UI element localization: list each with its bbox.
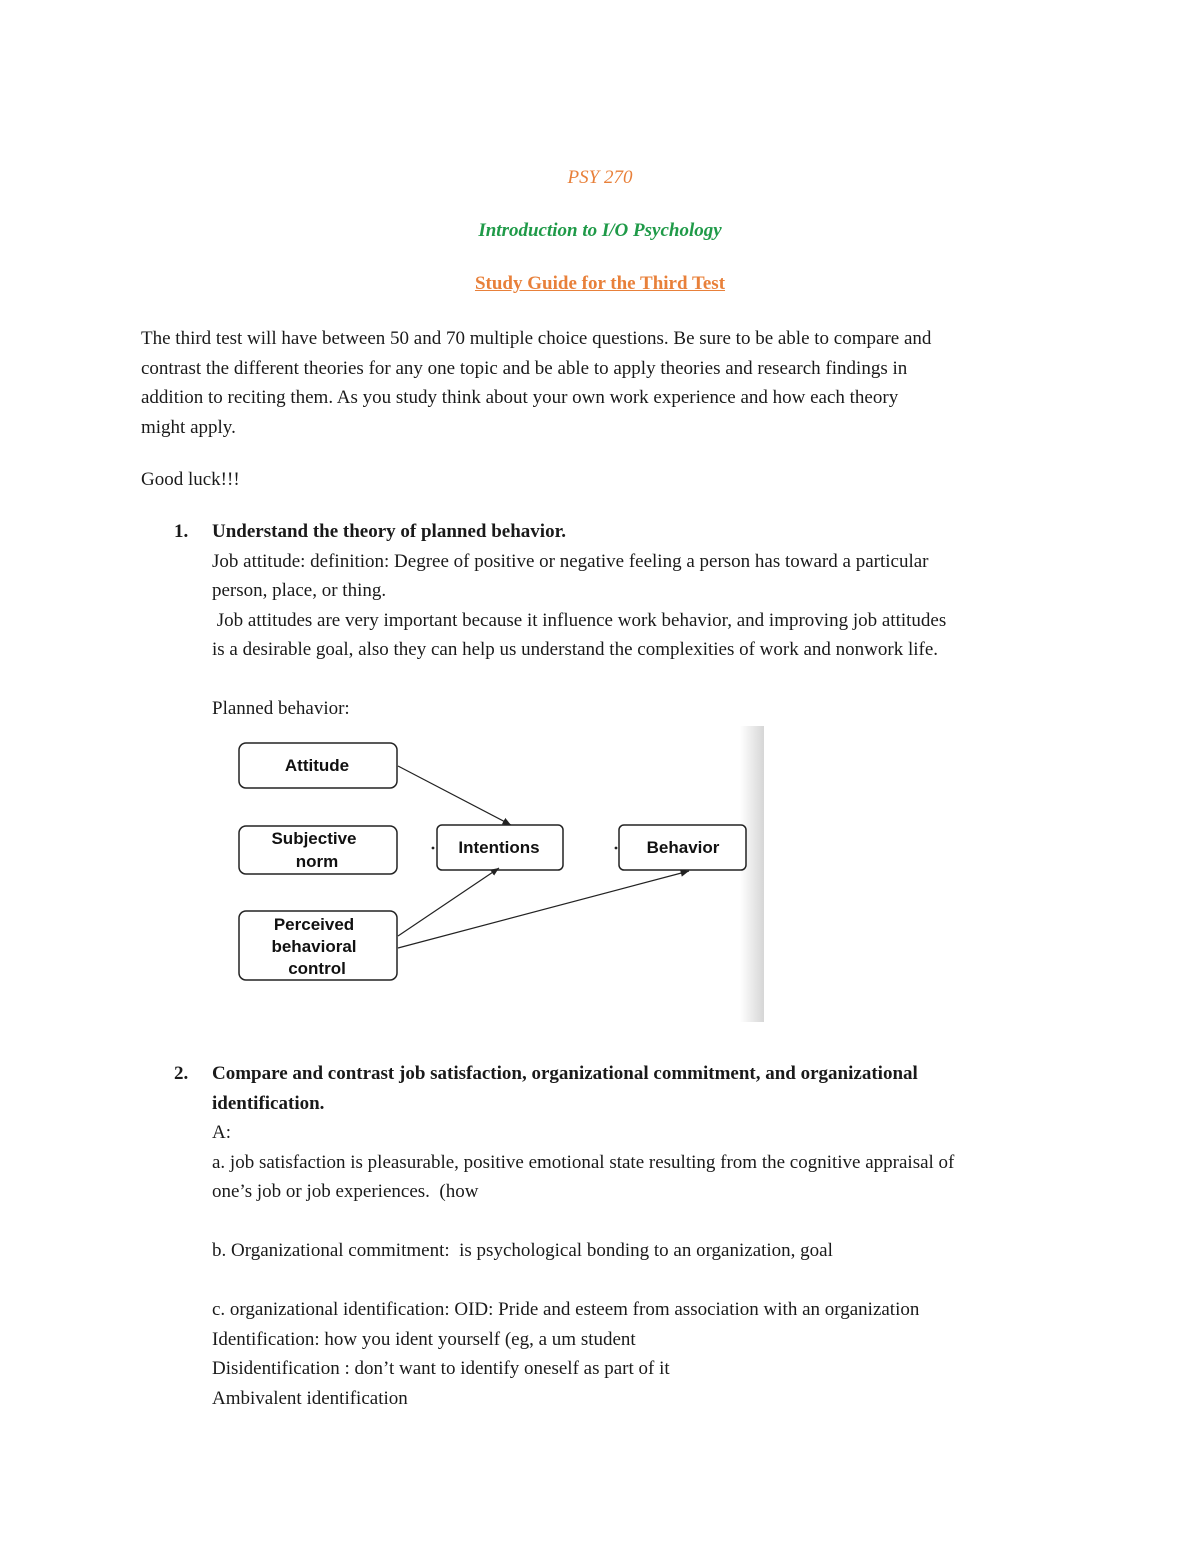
- intentions-node: [437, 825, 563, 870]
- answer-c-line: Ambivalent identification: [212, 1387, 408, 1409]
- connector-dot: [615, 847, 618, 850]
- section-2-heading: identification.: [212, 1092, 325, 1114]
- section-1-line: Job attitude: definition: Degree of positive or negative feeling a person has toward a particular: [212, 550, 929, 572]
- subjective-norm-label: norm: [295, 852, 339, 871]
- section-2: [212, 1059, 1072, 1413]
- arrow-control-to-behavior: [398, 871, 689, 948]
- perceived-behavioral-control-node: [239, 911, 397, 980]
- answer-c-line: Disidentification : don’t want to identify oneself as part of it: [212, 1358, 670, 1379]
- intro-paragraph: [141, 324, 1061, 442]
- answer-a-line: a. job satisfaction is pleasurable, positive emotional state resulting from the cognitive appraisal of: [212, 1151, 955, 1173]
- answer-label: A:: [212, 1122, 231, 1143]
- intro-line: might apply.: [141, 416, 236, 438]
- answer-c-line: Identification: how you ident yourself (eg, a um student: [212, 1328, 636, 1350]
- course-code: PSY 270: [567, 167, 633, 188]
- intro-line: The third test will have between 50 and 70 multiple choice questions. Be sure to be able to compare and: [141, 328, 932, 349]
- perceived-control-label: behavioral: [271, 937, 357, 956]
- course-title: Introduction to I/O Psychology: [478, 220, 722, 241]
- subjective-norm-label: Subjective: [271, 829, 357, 848]
- section-1-line: person, place, or thing.: [212, 580, 387, 601]
- section-1-heading: Understand the theory of planned behavior.: [212, 521, 567, 542]
- intro-line: contrast the different theories for any one topic and be able to apply theories and research findings in: [141, 357, 908, 379]
- section-2-number: 2.: [174, 1063, 189, 1084]
- section-1-line: Job attitudes are very important because it influence work behavior, and improving job attitudes: [212, 609, 947, 631]
- perceived-control-label: control: [288, 959, 346, 978]
- attitude-node: [239, 743, 397, 788]
- planned-behavior-diagram: [228, 726, 764, 1022]
- behavior-node: [619, 825, 746, 870]
- closing-text: Good luck!!!: [141, 469, 240, 490]
- section-1-number: 1.: [174, 521, 189, 542]
- guide-title: Study Guide for the Third Test: [474, 273, 726, 294]
- section-2-heading: Compare and contrast job satisfaction, organizational commitment, and organizational: [212, 1063, 918, 1084]
- perceived-control-label: Perceived: [273, 915, 355, 934]
- diagram-label: Planned behavior:: [212, 698, 350, 719]
- intro-line: addition to reciting them. As you study think about your own work experience and how each theory: [141, 387, 899, 408]
- diagram-edge-shadow: [740, 726, 764, 1022]
- intentions-label: Intentions: [458, 838, 540, 857]
- answer-a-line: one’s job or job experiences. (how: [212, 1181, 479, 1202]
- section-1: [212, 517, 1072, 724]
- answer-b-line: b. Organizational commitment: is psychological bonding to an organization, goal: [212, 1240, 833, 1261]
- connector-dot: [432, 847, 435, 850]
- behavior-label: Behavior: [646, 838, 720, 857]
- attitude-label: Attitude: [284, 756, 350, 775]
- section-1-line: is a desirable goal, also they can help us understand the complexities of work and nonwork life.: [212, 639, 939, 660]
- subjective-norm-node: [239, 826, 397, 874]
- arrow-attitude-to-intentions: [398, 766, 511, 825]
- answer-c-line: c. organizational identification: OID: Pride and esteem from association with an organization: [212, 1299, 920, 1320]
